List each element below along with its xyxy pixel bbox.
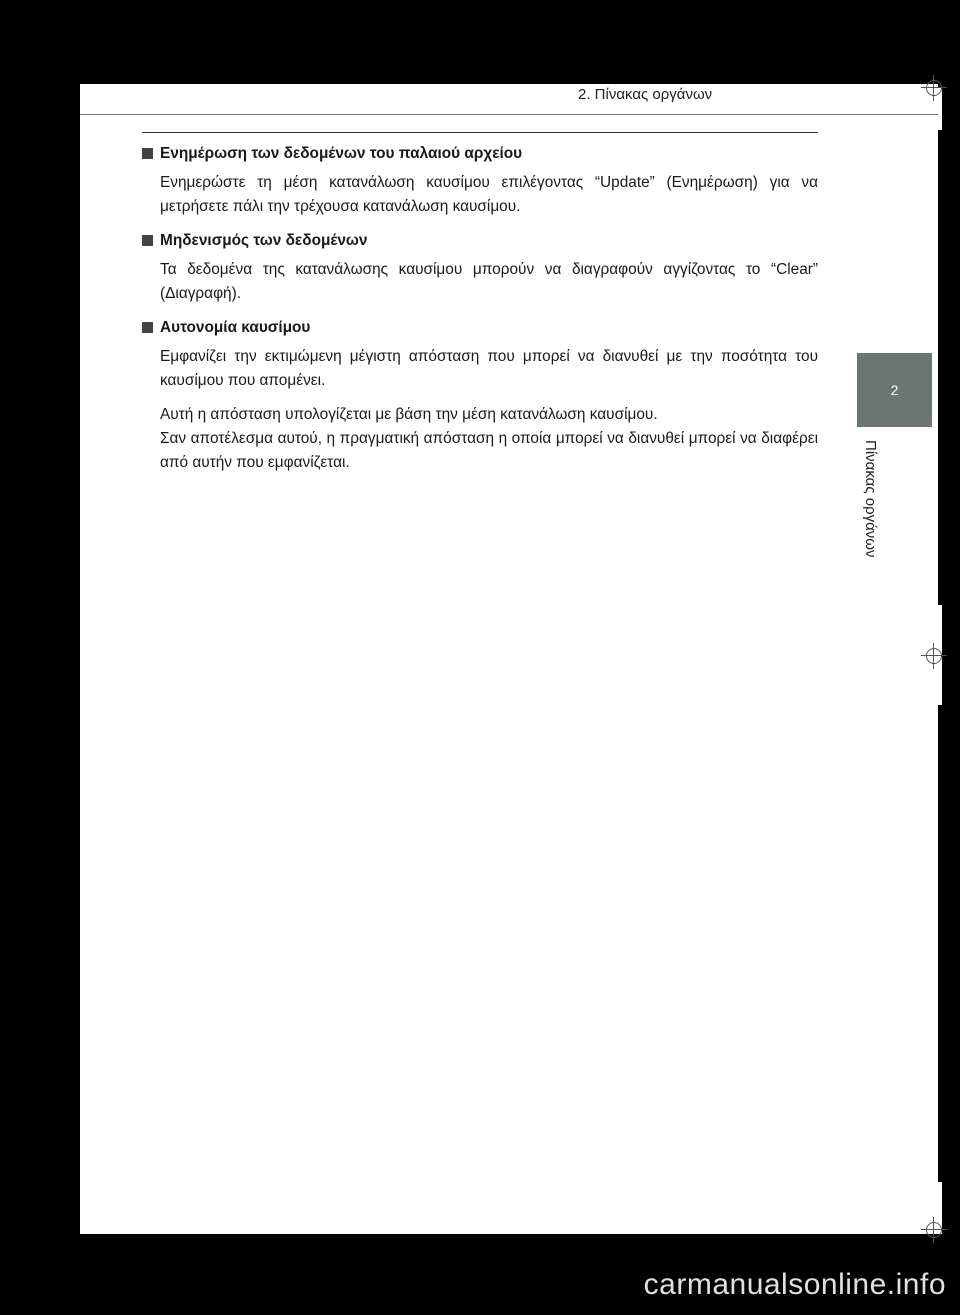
section-paragraph: Αυτή η απόσταση υπολογίζεται με βάση την μέση κατανάλωση καυσίμου. xyxy=(160,406,658,423)
section-paragraph: Σαν αποτέλεσμα αυτού, η πραγματική απόσταση η οποία μπορεί να διανυθεί μπορεί να διαφέρει από αυτήν που εμφανίζεται. xyxy=(160,430,818,471)
square-bullet-icon xyxy=(142,322,153,333)
section-heading-update xyxy=(142,142,818,166)
section-heading-range xyxy=(142,316,818,340)
manual-page xyxy=(80,84,938,1234)
section-heading-text: Ενημέρωση των δεδομένων του παλαιού αρχείου xyxy=(160,145,523,162)
page-header-title: 2. Πίνακας οργάνων xyxy=(578,86,713,103)
chapter-tab xyxy=(857,353,932,427)
chapter-side-label xyxy=(862,440,886,590)
square-bullet-icon xyxy=(142,148,153,159)
section-paragraph: Ενημερώστε τη μέση κατανάλωση καυσίμου επιλέγοντας “Update” (Ενημέρωση) για να μετρήσετε πάλι την τρέχουσα κατανάλωση καυσίμου. xyxy=(160,174,818,215)
section-heading-text: Μηδενισμός των δεδομένων xyxy=(160,232,368,249)
square-bullet-icon xyxy=(142,235,153,246)
registration-mark-icon xyxy=(926,1222,942,1238)
header-divider xyxy=(80,114,938,115)
section-paragraph: Εμφανίζει την εκτιμώμενη μέγιστη απόσταση που μπορεί να διανυθεί με την ποσότητα του καυσίμου που απομένει. xyxy=(160,348,818,389)
section-heading-text: Αυτονομία καυσίμου xyxy=(160,319,311,336)
chapter-side-label-text: Πίνακας οργάνων xyxy=(862,440,879,558)
content-divider xyxy=(142,132,818,133)
watermark: carmanualsonline.info xyxy=(643,1268,946,1301)
section-heading-reset xyxy=(142,229,818,253)
chapter-number: 2 xyxy=(890,382,899,398)
registration-mark-icon xyxy=(926,648,942,664)
registration-mark-icon xyxy=(926,80,942,96)
content xyxy=(142,142,818,485)
section-paragraph: Τα δεδομένα της κατανάλωσης καυσίμου μπορούν να διαγραφούν αγγίζοντας το “Clear” (Διαγραφή). xyxy=(160,261,818,302)
